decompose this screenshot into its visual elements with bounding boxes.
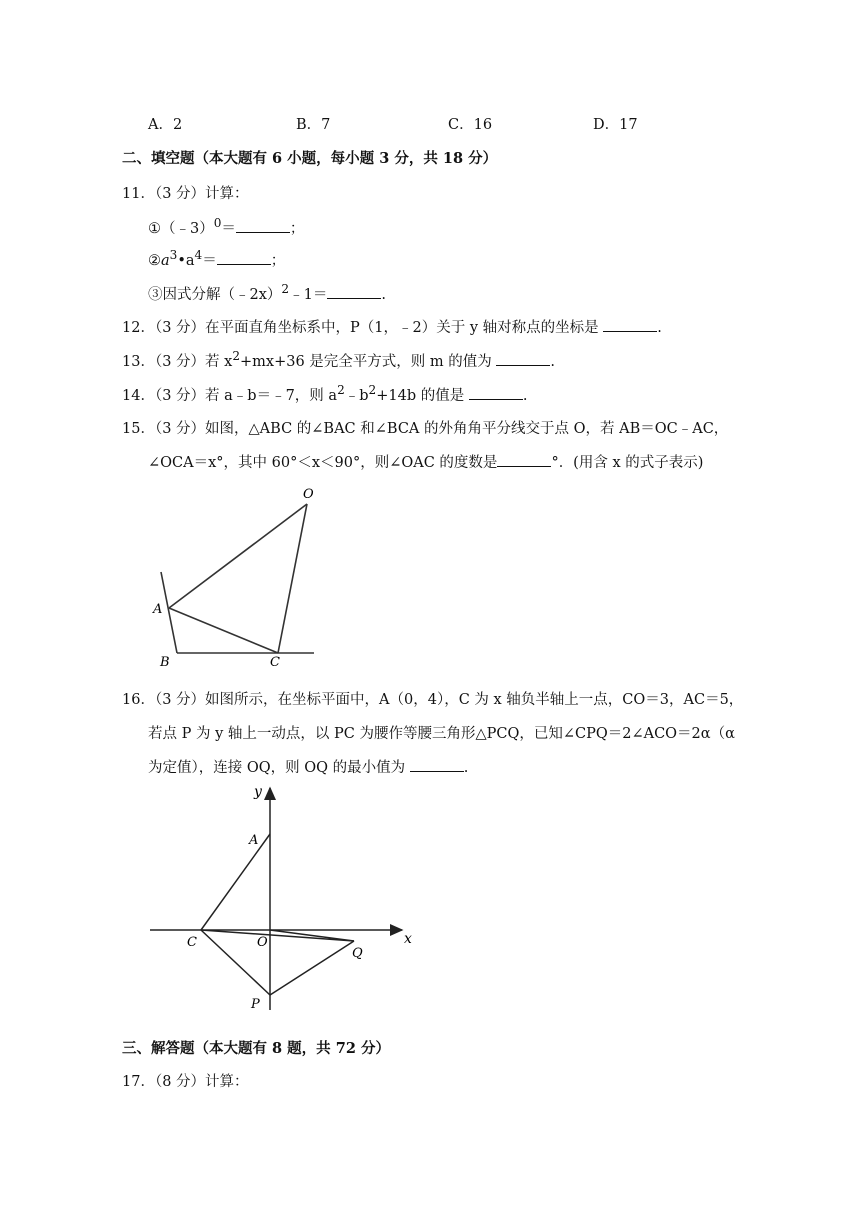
question-text: °．(用含 x 的式子表示) <box>551 455 704 471</box>
answer-blank[interactable] <box>603 317 657 332</box>
question-13 <box>122 349 555 371</box>
exponent: 2 <box>337 383 345 397</box>
punct: . <box>657 320 662 336</box>
option-d <box>593 113 638 134</box>
option-letter: D． <box>593 117 620 133</box>
section-heading: 三、解答题（本大题有 8 题，共 72 分） <box>122 1040 390 1057</box>
option-letter: A． <box>148 117 173 133</box>
exponent: 2 <box>368 383 377 397</box>
answer-blank[interactable] <box>327 284 381 299</box>
question-15-line-1: 15．（3 分）如图，△ABC 的∠BAC 和∠BCA 的外角角平分线交于点 O，若 AB＝OC﹣AC， <box>122 421 729 437</box>
question-16-line-3 <box>148 756 468 777</box>
punct: . <box>463 760 469 776</box>
question-16-line-1: 16．（3 分）如图所示，在坐标平面中，A（0，4），C 为 x 轴负半轴上一点，CO＝3，AC＝5， <box>122 692 744 708</box>
label-c: C <box>187 935 197 950</box>
option-b <box>296 113 330 134</box>
line-ca <box>201 834 270 930</box>
question-text: +mx+36 是完全平方式，则 m 的值为 <box>240 353 492 370</box>
exponent: 2 <box>281 282 290 296</box>
label-y: y <box>254 784 262 800</box>
answer-blank[interactable] <box>236 218 290 233</box>
answer-blank[interactable] <box>469 385 523 400</box>
option-letter: B． <box>296 117 322 133</box>
question-text: 为定值），连接 OQ，则 OQ 的最小值为 <box>148 760 406 776</box>
expr: （﹣3） <box>161 220 214 237</box>
question-text: ∠OCA＝x°，其中 60°＜x＜90°，则∠OAC 的度数是 <box>148 455 498 471</box>
label-x: x <box>404 931 412 947</box>
punct: . <box>550 353 555 370</box>
line-ao <box>169 504 307 608</box>
question-11-part-2 <box>148 248 285 270</box>
question-text: ﹣b <box>344 387 369 404</box>
label-a: A <box>153 602 163 617</box>
equals: ﹣1＝ <box>289 286 328 303</box>
exponent: 3 <box>169 248 178 262</box>
answer-blank[interactable] <box>410 757 464 772</box>
label-p: P <box>251 997 260 1012</box>
question-15-figure <box>140 480 340 680</box>
question-text: 12．（3 分）在平面直角坐标系中，P（1，﹣2）关于 y 轴对称点的坐标是 <box>122 320 599 336</box>
circled-number: ③ <box>148 286 163 303</box>
label-o: O <box>257 935 268 950</box>
punct: ； <box>289 220 305 237</box>
label-q: Q <box>352 946 363 961</box>
question-16-line-2: 若点 P 为 y 轴上一动点，以 PC 为腰作等腰三角形△PCQ，已知∠CPQ＝2∠ACO＝2α（α <box>148 726 735 742</box>
label-o: O <box>303 487 314 502</box>
expr: •a <box>177 252 195 269</box>
circled-number: ② <box>148 252 161 269</box>
line-ac <box>169 608 278 653</box>
option-value: 2 <box>172 117 183 133</box>
question-12 <box>122 316 662 337</box>
equals: ＝ <box>221 220 236 237</box>
option-c <box>448 113 492 134</box>
line-ab-extended <box>161 572 177 653</box>
question-14 <box>122 383 527 405</box>
option-a <box>148 113 182 134</box>
exponent: 0 <box>213 216 222 230</box>
question-11-part-3 <box>148 282 386 304</box>
exponent: 2 <box>232 349 241 363</box>
var: a <box>161 252 170 269</box>
expr: 因式分解（﹣2x） <box>162 286 282 303</box>
question-17: 17．（8 分）计算： <box>122 1074 249 1090</box>
question-16-figure <box>140 780 430 1020</box>
answer-blank[interactable] <box>217 250 271 265</box>
answer-blank[interactable] <box>496 351 550 366</box>
label-c: C <box>270 655 280 670</box>
option-value: 7 <box>321 117 331 133</box>
section-heading: 二、填空题（本大题有 6 小题，每小题 3 分，共 18 分） <box>122 150 498 167</box>
option-value: 17 <box>619 117 638 133</box>
question-text: 13．（3 分）若 x <box>122 353 233 370</box>
exponent: 4 <box>194 248 203 262</box>
question-text: +14b 的值是 <box>376 387 465 404</box>
label-b: B <box>160 655 170 670</box>
punct: . <box>522 387 528 404</box>
punct: ； <box>270 252 286 269</box>
equals: ＝ <box>202 252 217 269</box>
punct: . <box>381 286 386 303</box>
question-11-part-1 <box>148 216 304 238</box>
option-value: 16 <box>473 117 493 133</box>
line-pq <box>270 941 354 995</box>
question-text: 14．（3 分）若 a﹣b＝﹣7，则 a <box>122 387 338 404</box>
option-letter: C． <box>448 117 474 133</box>
question-11-stem: 11．（3 分）计算： <box>122 186 249 202</box>
line-oc <box>278 504 307 653</box>
circled-number: ① <box>148 220 161 237</box>
question-15-line-2 <box>148 451 703 472</box>
answer-blank[interactable] <box>497 452 551 467</box>
label-a: A <box>249 833 259 848</box>
